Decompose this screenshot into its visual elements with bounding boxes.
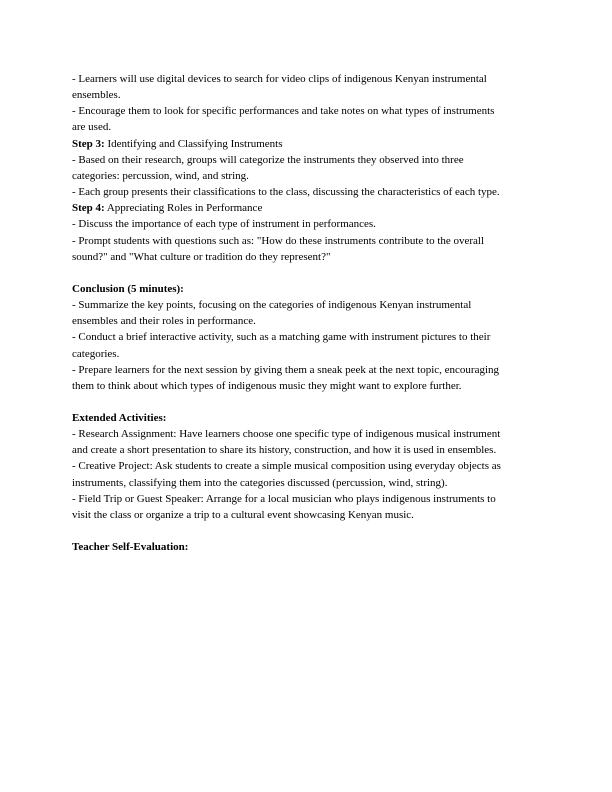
conclusion-bullet-2: - Conduct a brief interactive activity, such as a matching game with instrument pictures to their <box>72 331 491 344</box>
conclusion-bullet-3-cont: them to think about which types of indigenous music they might want to explore further. <box>72 379 462 392</box>
research-bullet-1-cont: ensembles. <box>72 89 121 102</box>
step3-heading <box>72 136 544 152</box>
step3-bullet-1: - Based on their research, groups will categorize the instruments they observed into three <box>72 153 464 166</box>
self-evaluation-heading: Teacher Self-Evaluation: <box>72 541 189 554</box>
conclusion-bullet-2-cont: categories. <box>72 347 120 360</box>
research-bullet-2: - Encourage them to look for specific performances and take notes on what types of instruments <box>72 105 495 118</box>
extended-bullet-2-cont: instruments, classifying them into the categories discussed (percussion, wind, string). <box>72 476 448 489</box>
extended-bullet-1-cont: and create a short presentation to share its history, construction, and how it is used in ensembles. <box>72 444 497 457</box>
step3-label: Step 3: <box>72 137 105 150</box>
section-spacer <box>72 394 544 410</box>
conclusion-bullet-1: - Summarize the key points, focusing on the categories of indigenous Kenyan instrumental <box>72 299 472 312</box>
step3-bullet-2: - Each group presents their classifications to the class, discussing the characteristics of each type. <box>72 186 500 199</box>
extended-heading: Extended Activities: <box>72 411 167 424</box>
step4-label: Step 4: <box>72 202 105 215</box>
conclusion-bullet-1-cont: ensembles and their roles in performance. <box>72 315 256 328</box>
step4-title: Appreciating Roles in Performance <box>104 202 263 215</box>
extended-bullet-2: - Creative Project: Ask students to create a simple musical composition using everyday objects as <box>72 460 501 473</box>
step3-title: Identifying and Classifying Instruments <box>104 137 283 150</box>
step3-bullet-1-cont: categories: percussion, wind, and string. <box>72 169 249 182</box>
document-page <box>72 71 544 555</box>
extended-bullet-3-cont: visit the class or organize a trip to a cultural event showcasing Kenyan music. <box>72 508 414 521</box>
research-bullet-1: - Learners will use digital devices to search for video clips of indigenous Kenyan instrumental <box>72 73 487 85</box>
conclusion-bullet-3: - Prepare learners for the next session by giving them a sneak peek at the next topic, encouraging <box>72 363 500 376</box>
section-spacer <box>72 523 544 539</box>
step4-bullet-2: - Prompt students with questions such as: "How do these instruments contribute to the overall <box>72 234 485 247</box>
section-spacer <box>72 265 544 281</box>
step4-heading <box>72 200 544 216</box>
research-bullet-2-cont: are used. <box>72 121 112 134</box>
step4-bullet-2-cont: sound?" and "What culture or tradition do they represent?" <box>72 250 331 263</box>
step4-bullet-1: - Discuss the importance of each type of instrument in performances. <box>72 218 376 231</box>
extended-bullet-3: - Field Trip or Guest Speaker: Arrange for a local musician who plays indigenous instruments to <box>72 492 496 505</box>
extended-bullet-1: - Research Assignment: Have learners choose one specific type of indigenous musical instrument <box>72 428 501 441</box>
conclusion-heading: Conclusion (5 minutes): <box>72 282 184 295</box>
